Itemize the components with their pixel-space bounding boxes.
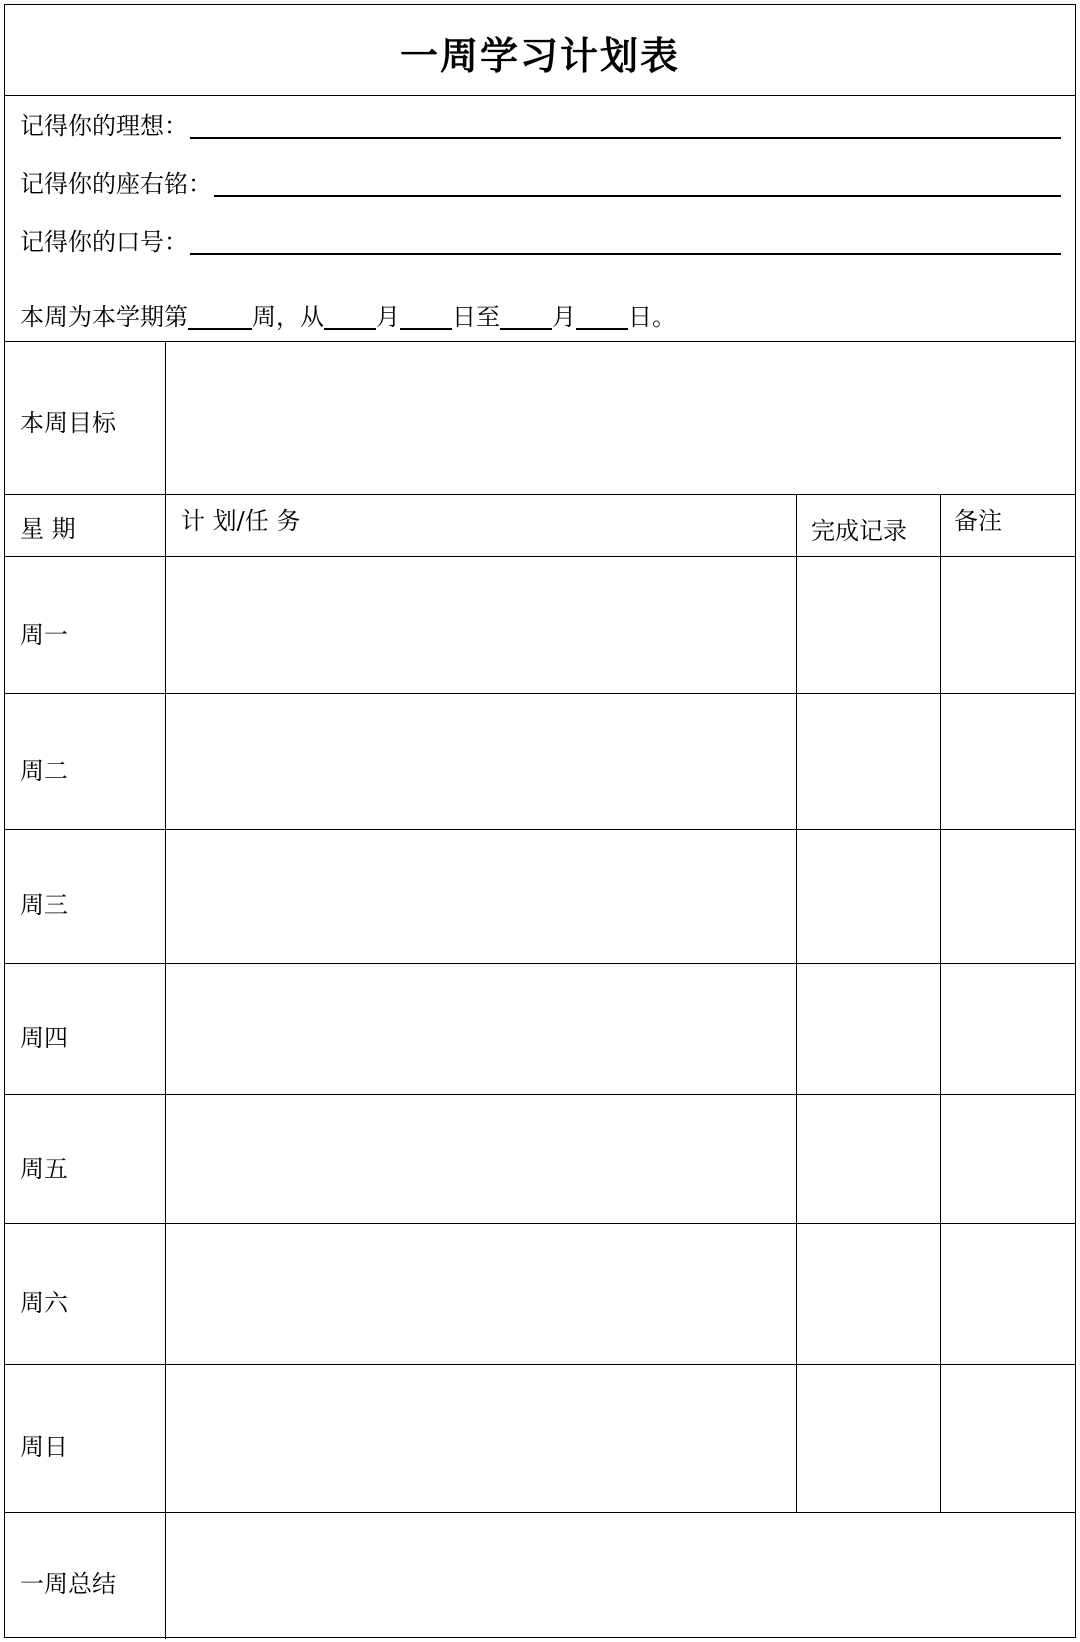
record-column-border: [796, 494, 797, 1512]
motto-line: [20, 161, 1061, 201]
end-day-blank[interactable]: [576, 326, 628, 330]
divider: [5, 829, 1075, 830]
week-text-5: 月: [552, 303, 576, 331]
start-day-blank[interactable]: [400, 326, 452, 330]
week-text-1: 本周为本学期第: [20, 303, 188, 331]
divider: [5, 95, 1075, 96]
header-record: 完成记录: [811, 517, 907, 545]
divider: [5, 963, 1075, 964]
motto-label: 记得你的座右铭：: [20, 170, 212, 198]
divider: [5, 1512, 1075, 1513]
day-label-thu: 周四: [20, 1024, 68, 1052]
summary-label: 一周总结: [20, 1570, 116, 1598]
divider: [5, 693, 1075, 694]
label-column-border: [165, 341, 166, 1639]
start-month-blank[interactable]: [324, 326, 376, 330]
day-label-wed: 周三: [20, 891, 68, 919]
end-month-blank[interactable]: [500, 326, 552, 330]
day-label-tue: 周二: [20, 757, 68, 785]
divider: [5, 556, 1075, 557]
divider: [5, 1223, 1075, 1224]
week-text-4: 日至: [452, 303, 500, 331]
ideal-line: [20, 103, 1061, 143]
day-label-sun: 周日: [20, 1433, 68, 1461]
ideal-blank[interactable]: [190, 137, 1061, 139]
slogan-label: 记得你的口号：: [20, 228, 188, 256]
header-note: 备注: [954, 507, 1002, 535]
page-title: 一周学习计划表: [399, 33, 680, 78]
motto-blank[interactable]: [214, 195, 1061, 197]
week-number-blank[interactable]: [188, 326, 252, 330]
day-label-sat: 周六: [20, 1289, 68, 1317]
note-column-border: [940, 494, 941, 1512]
slogan-blank[interactable]: [190, 253, 1061, 255]
week-text-2: 周，从: [252, 303, 324, 331]
day-label-mon: 周一: [20, 621, 68, 649]
week-range-line: [20, 294, 676, 334]
goal-label: 本周目标: [20, 409, 116, 437]
week-text-6: 日。: [628, 303, 676, 331]
header-weekday: 星 期: [20, 515, 76, 543]
divider: [5, 1364, 1075, 1365]
day-label-fri: 周五: [20, 1155, 68, 1183]
week-text-3: 月: [376, 303, 400, 331]
header-plan: 计 划/任 务: [181, 507, 301, 535]
slogan-line: [20, 219, 1061, 259]
divider: [5, 494, 1075, 495]
ideal-label: 记得你的理想：: [20, 112, 188, 140]
study-plan-sheet: [4, 4, 1076, 1638]
divider: [5, 1094, 1075, 1095]
